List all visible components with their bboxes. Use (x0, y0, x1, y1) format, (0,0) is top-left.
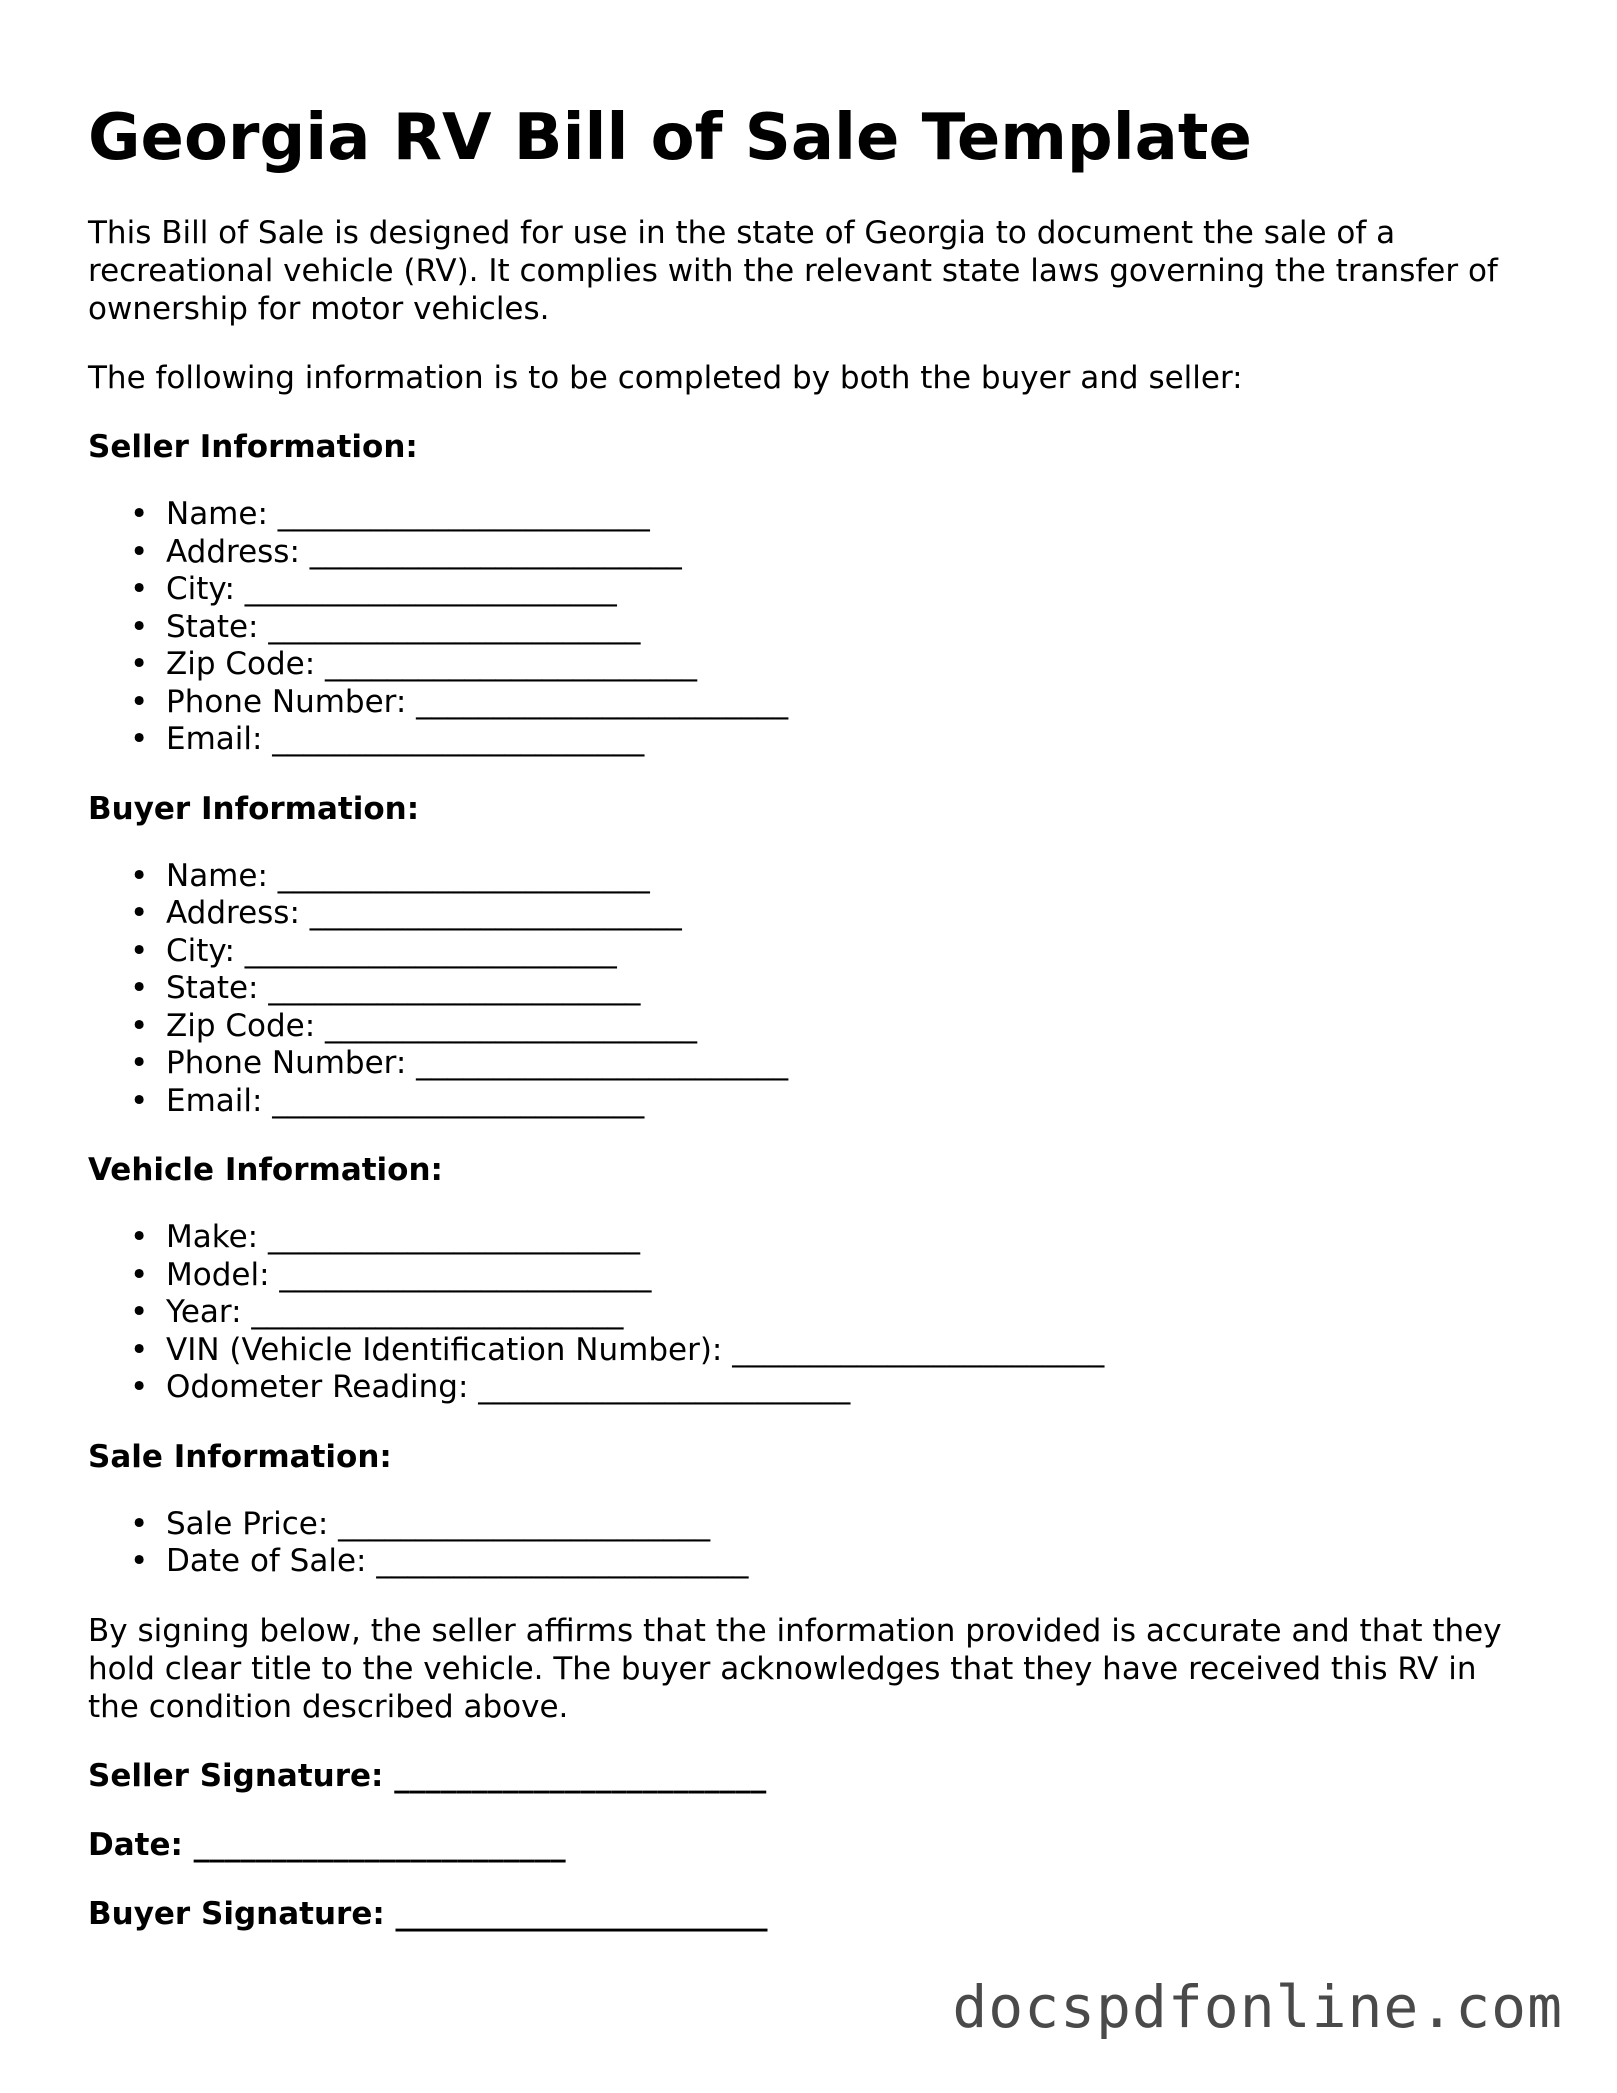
list-item (130, 683, 1528, 722)
bullet-icon: • (130, 1256, 149, 1293)
vehicle-odometer-field: Odometer Reading: ________________________ (166, 1369, 851, 1405)
sale-price-field: Sale Price: ________________________ (166, 1505, 711, 1542)
document-page (88, 96, 1528, 1964)
buyer-phone-field: Phone Number: ________________________ (166, 1045, 789, 1081)
list-item (130, 1331, 1528, 1370)
bullet-icon: • (130, 1219, 149, 1255)
buyer-city-field: City: ________________________ (166, 932, 617, 969)
bullet-icon: • (130, 646, 149, 682)
vehicle-make-field: Make: ________________________ (166, 1219, 640, 1255)
buyer-name-field: Name: ________________________ (166, 857, 650, 894)
bullet-icon: • (130, 1045, 149, 1081)
bullet-icon: • (130, 1505, 149, 1542)
bullet-icon: • (130, 857, 149, 894)
seller-name-field: Name: ________________________ (166, 496, 650, 532)
sale-section-heading: Sale Information: (88, 1438, 392, 1475)
bullet-icon: • (130, 1082, 149, 1119)
watermark-text: docspdfonline.com (952, 1973, 1563, 2041)
list-item (130, 970, 1528, 1008)
list-item (130, 895, 1528, 933)
buyer-zip-field: Zip Code: ________________________ (166, 1007, 698, 1044)
vehicle-field-list (88, 1219, 1528, 1407)
seller-section-heading: Seller Information: (88, 429, 418, 465)
list-item (130, 721, 1528, 759)
list-item (130, 1543, 1528, 1581)
list-item (130, 1219, 1528, 1257)
bullet-icon: • (130, 721, 149, 757)
page-title: Georgia RV Bill of Sale Template (88, 101, 1252, 175)
seller-city-field: City: ________________________ (166, 571, 617, 607)
list-item (130, 1045, 1528, 1083)
list-item (130, 932, 1528, 971)
bullet-icon: • (130, 932, 149, 969)
bullet-icon: • (130, 533, 149, 570)
bullet-icon: • (130, 970, 149, 1006)
bullet-icon: • (130, 1007, 149, 1044)
list-item (130, 1256, 1528, 1295)
intro-paragraph: This Bill of Sale is designed for use in the state of Georgia to document the sale of a recreational vehicle (RV). It complies with the relevant state laws governing the transfer of ownership for motor vehicles. (88, 215, 1498, 327)
seller-address-field: Address: ________________________ (166, 533, 682, 570)
instructions-paragraph: The following information is to be completed by both the buyer and seller: (88, 360, 1243, 396)
vehicle-year-field: Year: ________________________ (166, 1294, 624, 1330)
bullet-icon: • (130, 496, 149, 532)
list-item (130, 533, 1528, 572)
bullet-icon: • (130, 895, 149, 931)
list-item (130, 496, 1528, 534)
list-item (130, 857, 1528, 896)
sale-date-field: Date of Sale: ________________________ (166, 1543, 749, 1579)
seller-field-list (88, 496, 1528, 759)
bullet-icon: • (130, 571, 149, 607)
vehicle-model-field: Model: ________________________ (166, 1256, 652, 1293)
signature-date-line: Date: ________________________ (88, 1826, 566, 1863)
seller-email-field: Email: ________________________ (166, 721, 645, 757)
bullet-icon: • (130, 1294, 149, 1330)
list-item (130, 1369, 1528, 1407)
affirmation-paragraph: By signing below, the seller affirms that the information provided is accurate and that they hold clear title to the vehicle. The buyer acknowledges that they have received this RV in the condition described above. (88, 1612, 1502, 1725)
seller-zip-field: Zip Code: ________________________ (166, 646, 698, 682)
seller-signature-line: Seller Signature: ________________________ (88, 1757, 767, 1794)
bullet-icon: • (130, 1331, 149, 1368)
list-item (130, 1007, 1528, 1046)
bullet-icon: • (130, 1543, 149, 1579)
sale-field-list (88, 1506, 1528, 1581)
seller-phone-field: Phone Number: ________________________ (166, 683, 789, 720)
buyer-email-field: Email: ________________________ (166, 1082, 645, 1119)
buyer-signature-line: Buyer Signature: ________________________ (88, 1895, 768, 1932)
list-item (130, 608, 1528, 647)
vehicle-section-heading: Vehicle Information: (88, 1152, 443, 1188)
seller-state-field: State: ________________________ (166, 608, 641, 645)
bullet-icon: • (130, 1369, 149, 1405)
bullet-icon: • (130, 683, 149, 720)
list-item (130, 1082, 1528, 1121)
vehicle-vin-field: VIN (Vehicle Identification Number): ________________________ (166, 1331, 1105, 1368)
buyer-field-list (88, 858, 1528, 1121)
list-item (130, 646, 1528, 684)
buyer-section-heading: Buyer Information: (88, 790, 420, 827)
buyer-address-field: Address: ________________________ (166, 895, 682, 931)
list-item (130, 571, 1528, 609)
list-item (130, 1505, 1528, 1544)
list-item (130, 1294, 1528, 1332)
bullet-icon: • (130, 608, 149, 645)
buyer-state-field: State: ________________________ (166, 970, 641, 1006)
